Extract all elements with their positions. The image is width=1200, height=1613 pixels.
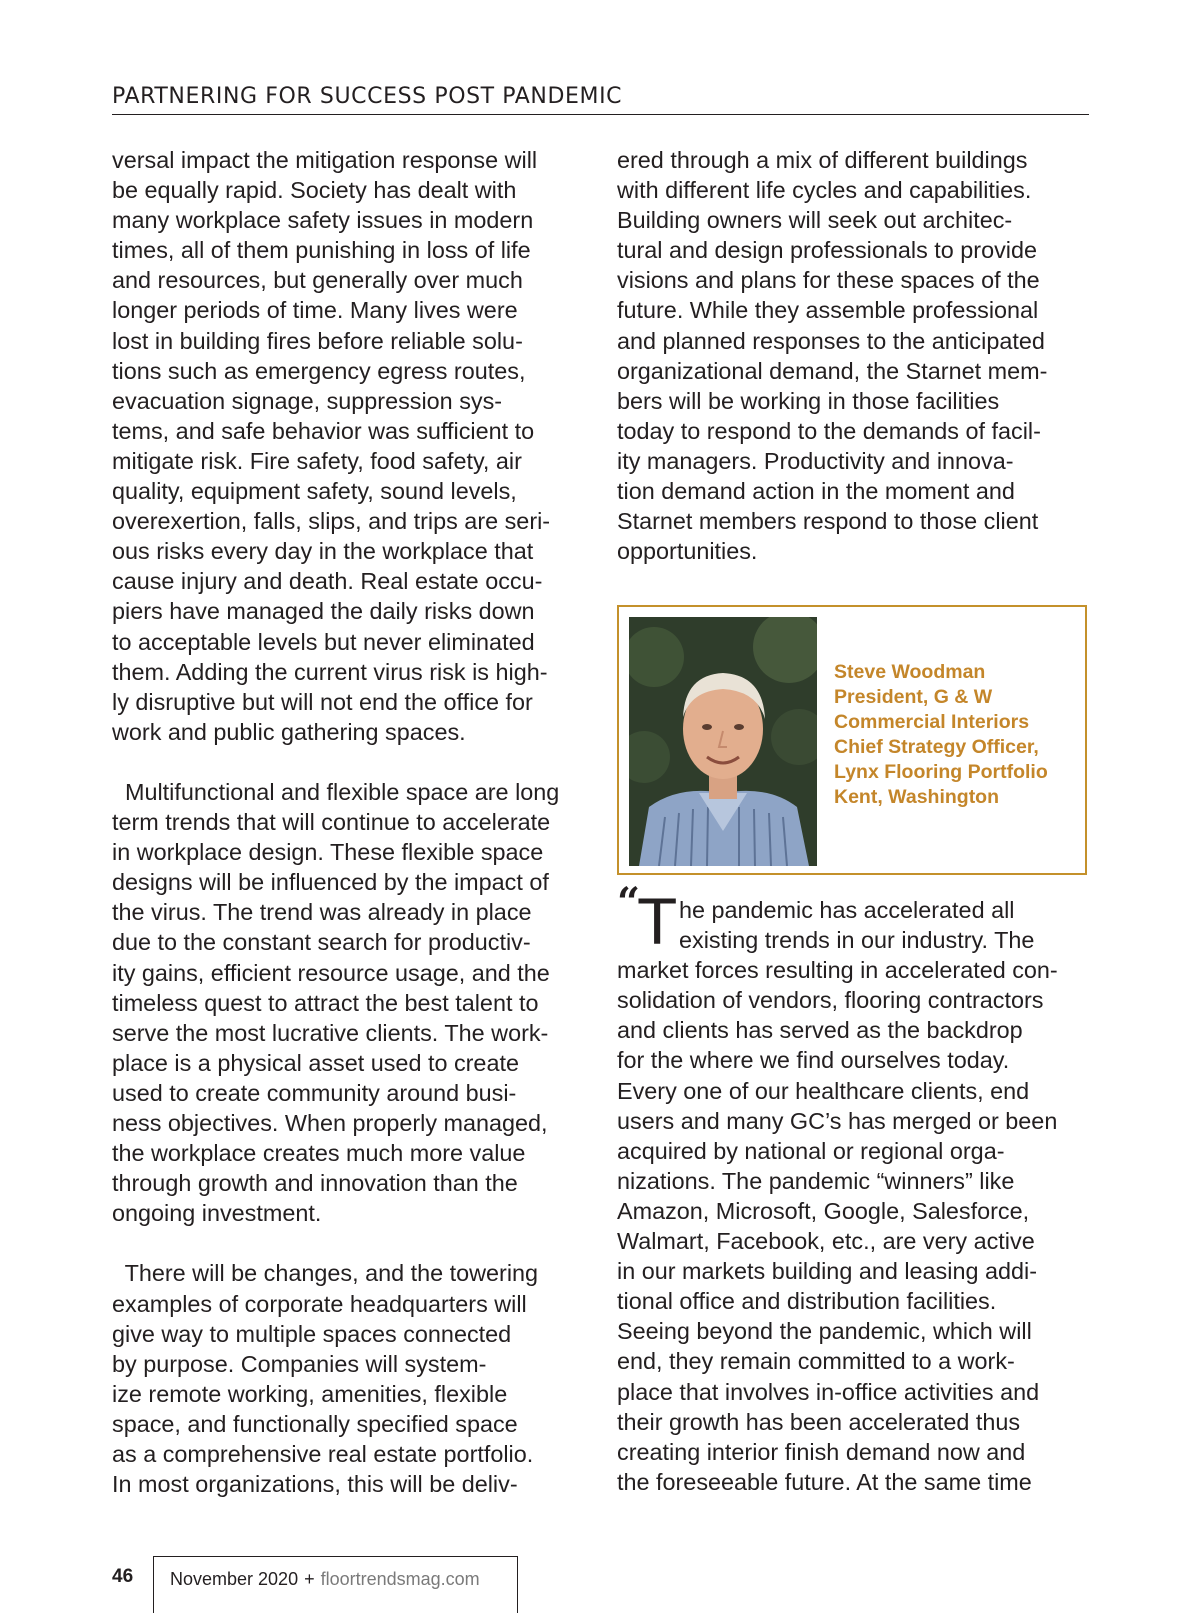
body-text-line: as a comprehensive real estate portfolio.	[112, 1441, 534, 1468]
paragraph-gap	[112, 747, 592, 777]
body-text-line: work and public gathering spaces.	[112, 718, 466, 745]
body-text-line: quality, equipment safety, sound levels,	[112, 478, 517, 505]
body-text-line: ered through a mix of different buildings	[617, 147, 1028, 173]
body-text-line: longer periods of time. Many lives were	[112, 297, 518, 324]
body-text-line: by purpose. Companies will system-	[112, 1350, 487, 1377]
body-text-line: to acceptable levels but never eliminated	[112, 628, 535, 655]
body-text-line: timeless quest to attract the best talent to	[112, 989, 539, 1016]
profile-title-line: Chief Strategy Officer,	[834, 736, 1039, 759]
body-text-line: the virus. The trend was already in place	[112, 899, 532, 926]
body-text-line: place is a physical asset used to create	[112, 1049, 519, 1076]
profile-caption	[834, 660, 1048, 811]
website-link[interactable]: floortrendsmag.com	[320, 1569, 480, 1589]
profile-title-line: Lynx Flooring Portfolio	[834, 761, 1048, 784]
paragraph-gap	[112, 1228, 592, 1258]
body-text-line: the workplace creates much more value	[112, 1140, 526, 1167]
body-text-line: cause injury and death. Real estate occu-	[112, 568, 543, 595]
page-footer	[0, 1556, 1200, 1613]
footer-separator: +	[304, 1569, 315, 1589]
profile-location: Kent, Washington	[834, 786, 1000, 809]
profile-title-line: President, G & W	[834, 686, 993, 709]
body-text-line: and resources, but generally over much	[112, 267, 523, 294]
portrait-illustration	[629, 617, 817, 866]
body-text-line: ous risks every day in the workplace that	[112, 538, 534, 565]
body-text-line: Starnet members respond to those client	[617, 508, 1039, 535]
quote-line: for the where we find ourselves today.	[617, 1047, 1010, 1074]
body-text-line: ity managers. Productivity and innova-	[617, 447, 1014, 474]
drop-cap	[617, 879, 679, 958]
body-text-line: be equally rapid. Society has dealt with	[112, 177, 517, 204]
quote-line: Seeing beyond the pandemic, which will	[617, 1318, 1032, 1345]
footer-box	[153, 1556, 518, 1613]
body-text-line: give way to multiple spaces connected	[112, 1320, 512, 1347]
body-text-line: In most organizations, this will be deliv-	[112, 1471, 518, 1498]
body-text-line: ly disruptive but will not end the office for	[112, 688, 533, 715]
profile-name: Steve Woodman	[834, 661, 986, 683]
body-text-line: times, all of them punishing in loss of life	[112, 237, 531, 264]
body-text-line: overexertion, falls, slips, and trips are seri-	[112, 508, 551, 535]
body-text-line: with different life cycles and capabilities.	[617, 177, 1032, 204]
quote-block	[617, 879, 1097, 1497]
body-text-line: organizational demand, the Starnet mem-	[617, 357, 1048, 384]
quote-line: creating interior finish demand now and	[617, 1438, 1026, 1465]
body-text-line: ity gains, efficient resource usage, and the	[112, 959, 550, 986]
body-text-line: in workplace design. These flexible space	[112, 839, 544, 866]
body-text-line: and planned responses to the anticipated	[617, 327, 1045, 354]
body-text-line: many workplace safety issues in modern	[112, 207, 534, 234]
quote-line: users and many GC’s has merged or been	[617, 1107, 1058, 1134]
right-column	[617, 145, 1097, 566]
body-text-line: serve the most lucrative clients. The work-	[112, 1019, 549, 1046]
body-text-line: ize remote working, amenities, flexible	[112, 1380, 508, 1407]
quote-body	[617, 955, 1097, 1497]
quote-line: Every one of our healthcare clients, end	[617, 1077, 1030, 1104]
quote-line: and clients has served as the backdrop	[617, 1017, 1023, 1044]
body-text-line: future. While they assemble professional	[617, 297, 1039, 324]
quote-line: in our markets building and leasing addi-	[617, 1258, 1037, 1285]
body-text-line: today to respond to the demands of facil-	[617, 417, 1041, 444]
profile-box	[617, 605, 1087, 875]
portrait-photo	[629, 617, 817, 866]
page-header	[112, 80, 1089, 115]
quote-line: acquired by national or regional orga-	[617, 1137, 1005, 1164]
body-text-line: through growth and innovation than the	[112, 1170, 518, 1197]
quote-line: the foreseeable future. At the same time	[617, 1468, 1032, 1495]
drop-cap-letter: T	[637, 884, 678, 958]
body-text-line: tural and design professionals to provide	[617, 237, 1037, 264]
body-text-line: versal impact the mitigation response will	[112, 147, 538, 173]
body-text-line: Multifunctional and flexible space are long	[112, 778, 560, 805]
quote-line: Walmart, Facebook, etc., are very active	[617, 1228, 1035, 1255]
body-text-line: space, and functionally specified space	[112, 1410, 518, 1437]
quote-line: he pandemic has accelerated all	[679, 897, 1015, 923]
body-text-line: due to the constant search for productiv-	[112, 929, 531, 956]
body-text-line: visions and plans for these spaces of the	[617, 267, 1040, 294]
body-text-line: ness objectives. When properly managed,	[112, 1110, 548, 1136]
body-text-line: examples of corporate headquarters will	[112, 1290, 527, 1317]
footer-text	[170, 1569, 480, 1590]
body-text-line: bers will be working in those facilities	[617, 387, 1000, 414]
quote-line: tional office and distribution facilities.	[617, 1288, 997, 1315]
body-text-line: evacuation signage, suppression sys-	[112, 387, 503, 414]
quote-line: nizations. The pandemic “winners” like	[617, 1167, 1015, 1194]
quote-line: market forces resulting in accelerated con-	[617, 957, 1058, 984]
body-text-line: There will be changes, and the towering	[112, 1260, 539, 1287]
body-text-line: term trends that will continue to accelerate	[112, 809, 551, 836]
body-text-line: opportunities.	[617, 538, 758, 565]
issue-date: November 2020	[170, 1569, 299, 1589]
body-text-line: used to create community around busi-	[112, 1079, 517, 1106]
quote-line: existing trends in our industry. The	[679, 927, 1035, 954]
body-text-line: tion demand action in the moment and	[617, 478, 1015, 505]
body-text-line: ongoing investment.	[112, 1200, 322, 1227]
left-column	[112, 145, 592, 1499]
body-text-line: mitigate risk. Fire safety, food safety, air	[112, 447, 522, 474]
quote-line: place that involves in-office activities and	[617, 1378, 1040, 1405]
open-quote-mark: “	[617, 879, 641, 926]
profile-title-line: Commercial Interiors	[834, 711, 1030, 734]
section-title: PARTNERING FOR SUCCESS POST PANDEMIC	[112, 84, 623, 109]
body-text-line: tems, and safe behavior was sufficient to	[112, 417, 535, 444]
body-text-line: designs will be influenced by the impact of	[112, 869, 549, 896]
body-text-line: Building owners will seek out architec-	[617, 207, 1013, 234]
page-number: 46	[112, 1566, 134, 1587]
quote-line: solidation of vendors, flooring contractors	[617, 987, 1044, 1014]
body-text-line: lost in building fires before reliable solu-	[112, 327, 523, 354]
quote-line: Amazon, Microsoft, Google, Salesforce,	[617, 1197, 1030, 1224]
body-text-line: them. Adding the current virus risk is high-	[112, 658, 548, 685]
quote-line: their growth has been accelerated thus	[617, 1408, 1021, 1435]
quote-line: end, they remain committed to a work-	[617, 1348, 1015, 1375]
body-text-line: tions such as emergency egress routes,	[112, 357, 526, 384]
body-text-line: piers have managed the daily risks down	[112, 598, 535, 625]
